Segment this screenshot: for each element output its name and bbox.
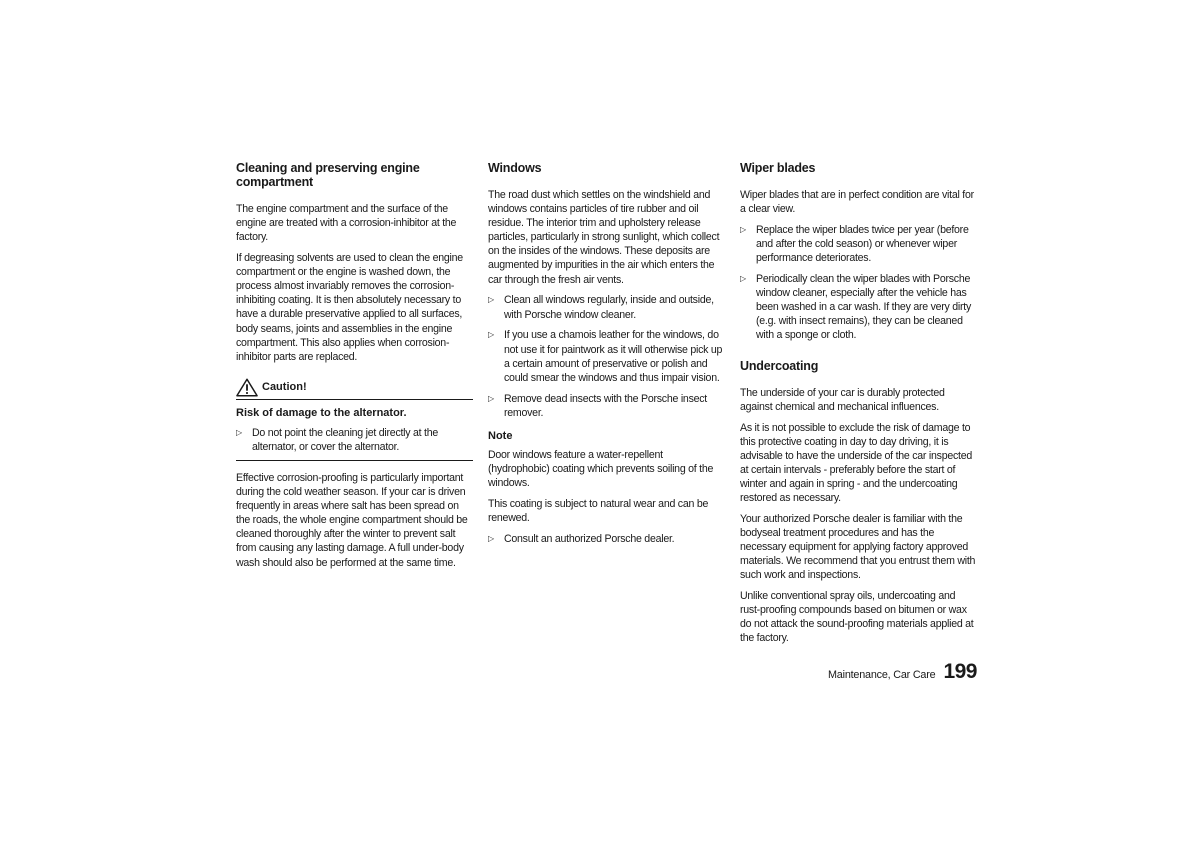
- page-number: 199: [943, 660, 977, 683]
- triangle-right-icon: ▷: [488, 533, 495, 543]
- column-wipers-undercoating: [740, 161, 977, 652]
- list-item: [740, 223, 977, 265]
- paragraph: The road dust which settles on the windshield and windows contains particles of tire rubber and oil residue. The interior trim and upholstery release particles, particularly in strong sunlight, which collect on the insides of the windows. These deposits are augmented by impurities in the air which enters the car through the fresh air vents.: [488, 189, 720, 286]
- paragraph: Door windows feature a water-repellent (hydrophobic) coating which prevents soiling of the windows.: [488, 448, 714, 489]
- section-heading-wiper-blades: Wiper blades: [740, 161, 816, 175]
- bullet-text: Periodically clean the wiper blades with Porsche window cleaner, especially after the vehicle has been washed in a car wash. If they are very dirty (e.g. with insect remains), they can be cleaned with a sponge or cloth.: [756, 273, 972, 342]
- triangle-right-icon: ▷: [740, 224, 747, 234]
- section-heading-windows: Windows: [488, 161, 542, 175]
- paragraph: The engine compartment and the surface of the engine are treated with a corrosion-inhibitor at the factory.: [236, 203, 457, 244]
- caution-label: Caution!: [262, 381, 307, 394]
- list-item: [488, 328, 725, 384]
- triangle-right-icon: ▷: [236, 427, 243, 437]
- section-heading-undercoating: Undercoating: [740, 358, 819, 373]
- triangle-right-icon: ▷: [740, 274, 747, 284]
- warning-triangle-icon: [236, 378, 258, 397]
- paragraph: Effective corrosion-proofing is particularly important during the cold weather season. If your car is driven frequently in areas where salt has been spread on the roads, the whole engine compartment should be cleaned thoroughly after the winter to prevent salt from causing any lasting damage. A full under-body wash should also be performed at the same time.: [236, 472, 468, 569]
- triangle-right-icon: ▷: [488, 295, 495, 305]
- bullet-text: Clean all windows regularly, inside and outside, with Porsche window cleaner.: [504, 294, 714, 321]
- bullet-text: Do not point the cleaning jet directly at the alternator, or cover the alternator.: [252, 426, 439, 453]
- column-engine-compartment: [236, 161, 473, 576]
- paragraph: If degreasing solvents are used to clean the engine compartment or the engine is washed down, the process almost invariably removes the corrosion-inhibiting coating. It is then absolutely necessary to have a durable preservative applied to all surfaces, body seams, joints and assemblies in the engine compartment. This also applies when corrosion-inhibitor parts are replaced.: [236, 252, 463, 363]
- section-heading-engine: Cleaning and preserving engine compartment: [236, 161, 420, 189]
- page-footer: [740, 660, 977, 684]
- caution-lead: Risk of damage to the alternator.: [236, 406, 407, 419]
- footer-section-title: Maintenance, Car Care: [828, 669, 936, 681]
- list-item: [488, 293, 725, 321]
- paragraph: Your authorized Porsche dealer is familiar with the bodyseal treatment procedures and has the necessary equipment for applying factory approved materials. We recommend that you entrust them with such work and inspections.: [740, 512, 976, 582]
- bullet-text: Consult an authorized Porsche dealer.: [504, 532, 675, 545]
- column-windows: [488, 161, 725, 553]
- caution-box: [236, 378, 473, 461]
- paragraph: As it is not possible to exclude the risk of damage to this protective coating in day to day driving, it is advisable to have the underside of the car inspected at certain intervals - preferably before the start of winter and again in spring - and the undercoating restored as necessary.: [740, 421, 972, 504]
- note-label: Note: [488, 429, 513, 442]
- triangle-right-icon: ▷: [488, 330, 495, 340]
- list-item: [488, 392, 725, 420]
- list-item: [740, 272, 977, 342]
- paragraph: Wiper blades that are in perfect condition are vital for a clear view.: [740, 189, 974, 216]
- paragraph: This coating is subject to natural wear and can be renewed.: [488, 497, 709, 524]
- bullet-text: Replace the wiper blades twice per year (before and after the cold season) or whenever wiper performance deteriorates.: [756, 223, 969, 265]
- bullet-text: If you use a chamois leather for the windows, do not use it for paintwork as it will otherwise pick up a certain amount of preservative or polish and could smear the windows and thus impair vision.: [504, 329, 723, 384]
- triangle-right-icon: ▷: [488, 393, 495, 403]
- paragraph: The underside of your car is durably protected against chemical and mechanical influences.: [740, 386, 945, 413]
- bullet-text: Remove dead insects with the Porsche insect remover.: [504, 392, 707, 419]
- list-item: [236, 426, 473, 461]
- caution-header: [236, 378, 473, 400]
- paragraph: Unlike conventional spray oils, undercoating and rust-proofing compounds based on bitumen or wax do not attack the sound-proofing materials applied at the factory.: [740, 590, 974, 645]
- list-item: [488, 532, 725, 546]
